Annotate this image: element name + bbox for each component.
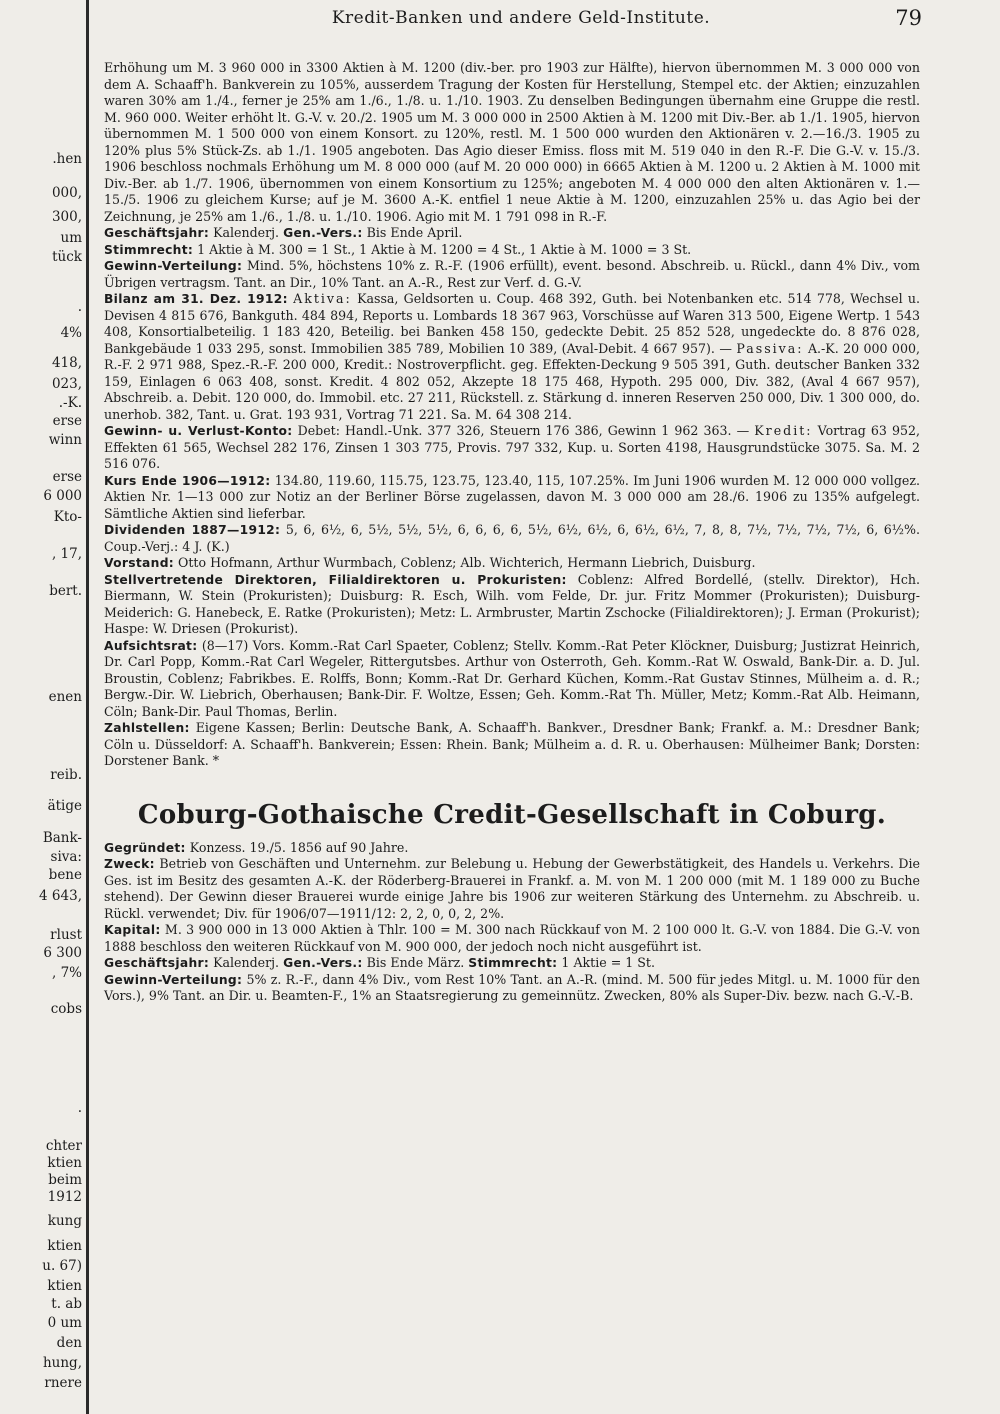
margin-fragment: .-K.	[58, 395, 82, 411]
profit-distribution: Gewinn-Verteilung: Mind. 5%, höchstens 10% z. R.-F. (1906 erfüllt), event. besond. Abschreib. u. Rückl., dann 4% Div., vom Übrigen vertragsm. Tant. an Dir., 10% Tant. an A.-R., Rest zur Verf. d. G.-V.	[104, 258, 920, 290]
margin-fragment: cobs	[50, 1001, 82, 1017]
deputy-directors: Stellvertretende Direktoren, Filialdirektoren u. Prokuristen: Coblenz: Alfred Bordellé, (stellv. Direktor), Hch. Biermann, W. Stein (Prokuristen); Duisburg: R. Esch, Wilh. vom Felde, Dr. jur. Fritz Mommer (Prokuristen); Duisburg-Meiderich: G. Hanebeck, E. Ratke (Prokuristen); Metz: L. Armbruster, Martin Zschocke (Filialdirektoren); J. Erman (Prokurist); Haspe: W. Driesen (Prokurist).	[104, 571, 920, 636]
margin-fragment: 4 643,	[39, 888, 82, 904]
margin-fragment: kung	[47, 1213, 82, 1229]
margin-fragment: ktien	[47, 1278, 82, 1294]
margin-fragment: den	[56, 1335, 82, 1351]
paying-agents: Zahlstellen: Eigene Kassen; Berlin: Deutsche Bank, A. Schaaff'h. Bankver., Dresdner Bank; Frankf. a. M.: Dresdner Bank; Cöln u. Düsseldorf: A. Schaaff'h. Bankverein; Essen: Rhein. Bank; Mülheim a. d. R. u. Oberhausen: Mülheimer Bank; Dorsten: Dorstener Bank. *	[104, 720, 920, 768]
margin-fragment: hung,	[42, 1355, 82, 1371]
margin-fragment: ätige	[47, 798, 82, 814]
share-price: Kurs Ende 1906—1912: 134.80, 119.60, 115.75, 123.75, 123.40, 115, 107.25%. Im Juni 1906 wurden M. 12 000 000 vollgez. Aktien Nr. 1—13 000 zur Notiz an der Berliner Börse zugelassen, davon M. 3 000 000 am 28./6. 1906 zu 135% aufgelegt. Sämtliche Aktien sind lieferbar.	[104, 472, 920, 521]
margin-fragment: 418,	[51, 355, 82, 371]
margin-fragment: .hen	[52, 151, 82, 167]
left-margin-strip	[0, 0, 86, 1414]
margin-fragment: Bank-	[42, 830, 82, 846]
margin-fragment: .	[77, 299, 82, 315]
margin-fragment: 4%	[60, 325, 82, 341]
margin-fragment: erse	[52, 413, 82, 429]
margin-fragment: 6 000	[43, 488, 82, 504]
margin-fragment: , 17,	[51, 546, 82, 562]
founded: Gegründet: Konzess. 19./5. 1856 auf 90 Jahre.	[104, 839, 409, 855]
margin-fragment: reib.	[50, 767, 82, 783]
profit-distribution-2: Gewinn-Verteilung: 5% z. R.-F., dann 4% Div., vom Rest 10% Tant. an A.-R. (mind. M. 500 für jedes Mitgl. u. M. 1000 für den Vors.), 9% Tant. an Dir. u. Beamten-F., 1% an Staatsregierung zu gemeinnütz. Zwecken, 80% als Super-Div. bezw. nach G.-V.-B.	[104, 971, 920, 1003]
page-content	[104, 60, 920, 1005]
column-rule	[86, 0, 89, 1414]
margin-fragment: 1912	[47, 1189, 82, 1205]
margin-fragment: .	[77, 1100, 82, 1116]
capital-history: Erhöhung um M. 3 960 000 in 3300 Aktien à M. 1200 (div.-ber. pro 1903 zur Hälfte), hiervon übernommen M. 3 000 000 von dem A. Schaaff'h. Bankverein zu 105%, ausserdem Tragung der Kosten für Herstellung, Stempel etc. der Aktien; einzuzahlen waren 30% am 1./4., ferner je 25% am 1./6., 1./8. u. 1./10. 1903. Zu denselben Bedingungen übernahm eine Gruppe die restl. M. 960 000. Weiter erhöht lt. G.-V. v. 20./2. 1905 um M. 3 000 000 in 2500 Aktien à M. 1200 mit Div.-Ber. ab 1./1. 1905, hiervon übernommen M. 1 500 000 von einem Konsort. zu 120%, restl. M. 1 500 000 wurden den Aktionären v. 2.—16./3. 1905 zu 120% plus 5% Stück-Zs. ab 1./1. 1905 angeboten. Das Agio dieser Emiss. floss mit M. 519 040 in den R.-F. Die G.-V. v. 15./3. 1906 beschloss nochmals Erhöhung um M. 8 000 000 (auf M. 20 000 000) in 6665 Aktien à M. 1200 u. 2 Aktien à M. 1000 mit Div.-Ber. ab 1./7. 1906, übernommen von einem Konsortium zu 125%; angeboten M. 4 000 000 den alten Aktionären v. 1.—15./5. 1906 zu gleichem Kurse; auf je M. 3600 A.-K. entfiel 1 neue Aktie à M. 1200, einzuzahlen 25% u. das Agio bei der Zeichnung, je 25% am 1./6., 1./8. u. 1./10. 1906. Agio mit M. 1 791 098 in R.-F.	[104, 60, 920, 224]
voting-rights: Stimmrecht: 1 Aktie à M. 300 = 1 St., 1 Aktie à M. 1200 = 4 St., 1 Aktie à M. 1000 = 3 St.	[104, 241, 692, 257]
margin-fragment: um	[60, 230, 82, 246]
purpose: Zweck: Betrieb von Geschäften und Unternehm. zur Belebung u. Hebung der Gewerbstätigkeit, des Handels u. Verkehrs. Die Ges. ist im Besitz des gesamten A.-K. der Röderberg-Brauerei in Frankf. a. M. von M. 1 200 000 (mit M. 1 189 000 zu Buche stehend). Der Gewinn dieser Brauerei wurde einige Jahre bis 1906 zur weiteren Stärkung des Unternehm. zu Abschreib. u. Rückl. verwendet; Div. für 1906/07—1911/12: 2, 2, 0, 0, 2, 2%.	[104, 856, 920, 921]
margin-fragment: rnere	[44, 1375, 82, 1391]
capital: Kapital: M. 3 900 000 in 13 000 Aktien à Thlr. 100 = M. 300 nach Rückkauf von M. 2 100 000 lt. G.-V. von 1884. Die G.-V. von 1888 beschloss den weiteren Rückkauf von M. 900 000, der jedoch noch nicht ausgeführt ist.	[104, 922, 920, 954]
margin-fragment: bene	[48, 867, 82, 883]
margin-fragment: 0 um	[47, 1315, 82, 1331]
margin-fragment: 000,	[51, 185, 82, 201]
dividends: Dividenden 1887—1912: 5, 6, 6½, 6, 5½, 5½, 5½, 6, 6, 6, 6, 5½, 6½, 6½, 6, 6½, 6½, 7, 8, 8, 7½, 7½, 7½, 7½, 6, 6½%. Coup.-Verj.: 4 J. (K.)	[104, 522, 920, 554]
margin-fragment: u. 67)	[42, 1258, 82, 1274]
margin-fragment: Kto-	[53, 509, 82, 525]
margin-fragment: siva:	[50, 849, 82, 865]
balance-sheet: Bilanz am 31. Dez. 1912: Aktiva: Kassa, Geldsorten u. Coup. 468 392, Guth. bei Notenbanken etc. 514 778, Wechsel u. Devisen 4 815 676, Bankguth. 484 894, Reports u. Lombards 18 367 963, Vorschüsse auf Waren 313 500, Eigene Wertp. 1 543 408, Konsortialbeteilig. 1 183 420, Beteilig. bei Banken 458 150, gedeckte Debit. 25 852 528, ungedeckte do. 8 876 028, Bankgebäude 1 033 295, sonst. Immobilien 385 789, Mobilien 10 389, (Aval-Debit. 4 667 957). — Passiva: A.-K. 20 000 000, R.-F. 2 971 988, Spez.-R.-F. 200 000, Kredit.: Nostroverpflicht. geg. Effekten-Deckung 9 505 391, Guth. deutscher Banken 332 159, Einlagen 6 063 408, sonst. Kredit. 4 802 052, Akzepte 18 175 468, Hypoth. 295 000, Div. 382, (Aval 4 667 957), Abschreib. a. Debit. 120 000, do. Immobil. etc. 27 211, Rückstell. z. Stärkung d. inneren Reserven 250 000, Div. 1 300 000, do. unerhob. 382, Tant. u. Grat. 193 931, Vortrag 71 221. Sa. M. 64 308 214.	[104, 291, 920, 422]
page-number: 79	[895, 6, 922, 30]
margin-fragment: tück	[52, 249, 82, 265]
margin-fragment: 300,	[51, 209, 82, 225]
margin-fragment: rlust	[50, 927, 82, 943]
profit-loss-account: Gewinn- u. Verlust-Konto: Debet: Handl.-Unk. 377 326, Steuern 176 386, Gewinn 1 962 363. — Kredit: Vortrag 63 952, Effekten 61 565, Wechsel 282 176, Zinsen 1 303 775, Provis. 797 332, Kup. u. Sorten 4198, Hausgrundstücke 3075. Sa. M. 2 516 076.	[104, 423, 921, 471]
company-heading: Coburg-Gothaische Credit-Gesellschaft in Coburg.	[137, 799, 887, 830]
supervisory-board: Aufsichtsrat: (8—17) Vors. Komm.-Rat Carl Spaeter, Coblenz; Stellv. Komm.-Rat Peter Klöckner, Duisburg; Justizrat Heinrich, Dr. Carl Popp, Komm.-Rat Carl Wegeler, Rittergutsbes. Arthur von Osterroth, Geh. Komm.-Rat W. Oswald, Bank-Dir. a. D. Jul. Broustin, Coblenz; Fabrikbes. E. Rolffs, Bonn; Komm.-Rat Dr. Gerhard Küchen, Komm.-Rat Gustav Stinnes, Mülheim a. d. R.; Bergw.-Dir. W. Liebrich, Oberhausen; Bank-Dir. F. Woltze, Essen; Geh. Komm.-Rat Th. Müller, Metz; Komm.-Rat Alb. Heimann, Cöln; Bank-Dir. Paul Thomas, Berlin.	[104, 637, 920, 719]
margin-fragment: ktien	[47, 1238, 82, 1254]
margin-fragment: erse	[52, 469, 82, 485]
fiscal-year-line: Geschäftsjahr: Kalenderj. Gen.-Vers.: Bis Ende April.	[104, 225, 463, 240]
margin-fragment: chter	[45, 1138, 82, 1154]
fiscal-year-line-2: Geschäftsjahr: Kalenderj. Gen.-Vers.: Bis Ende März. Stimmrecht: 1 Aktie = 1 St.	[104, 955, 655, 970]
margin-fragment: 023,	[51, 376, 82, 392]
margin-fragment: winn	[48, 432, 82, 448]
running-header	[112, 8, 930, 34]
margin-fragment: enen	[48, 689, 82, 705]
header-title: Kredit-Banken und andere Geld-Institute.	[331, 8, 711, 28]
margin-fragment: beim	[48, 1172, 82, 1188]
margin-fragment: t. ab	[51, 1296, 82, 1312]
margin-fragment: , 7%	[52, 965, 82, 981]
margin-fragment: ktien	[47, 1155, 82, 1171]
board-of-directors: Vorstand: Otto Hofmann, Arthur Wurmbach, Coblenz; Alb. Wichterich, Hermann Liebrich, Duisburg.	[104, 555, 756, 570]
margin-fragment: bert.	[49, 583, 82, 599]
margin-fragment: 6 300	[43, 945, 82, 961]
